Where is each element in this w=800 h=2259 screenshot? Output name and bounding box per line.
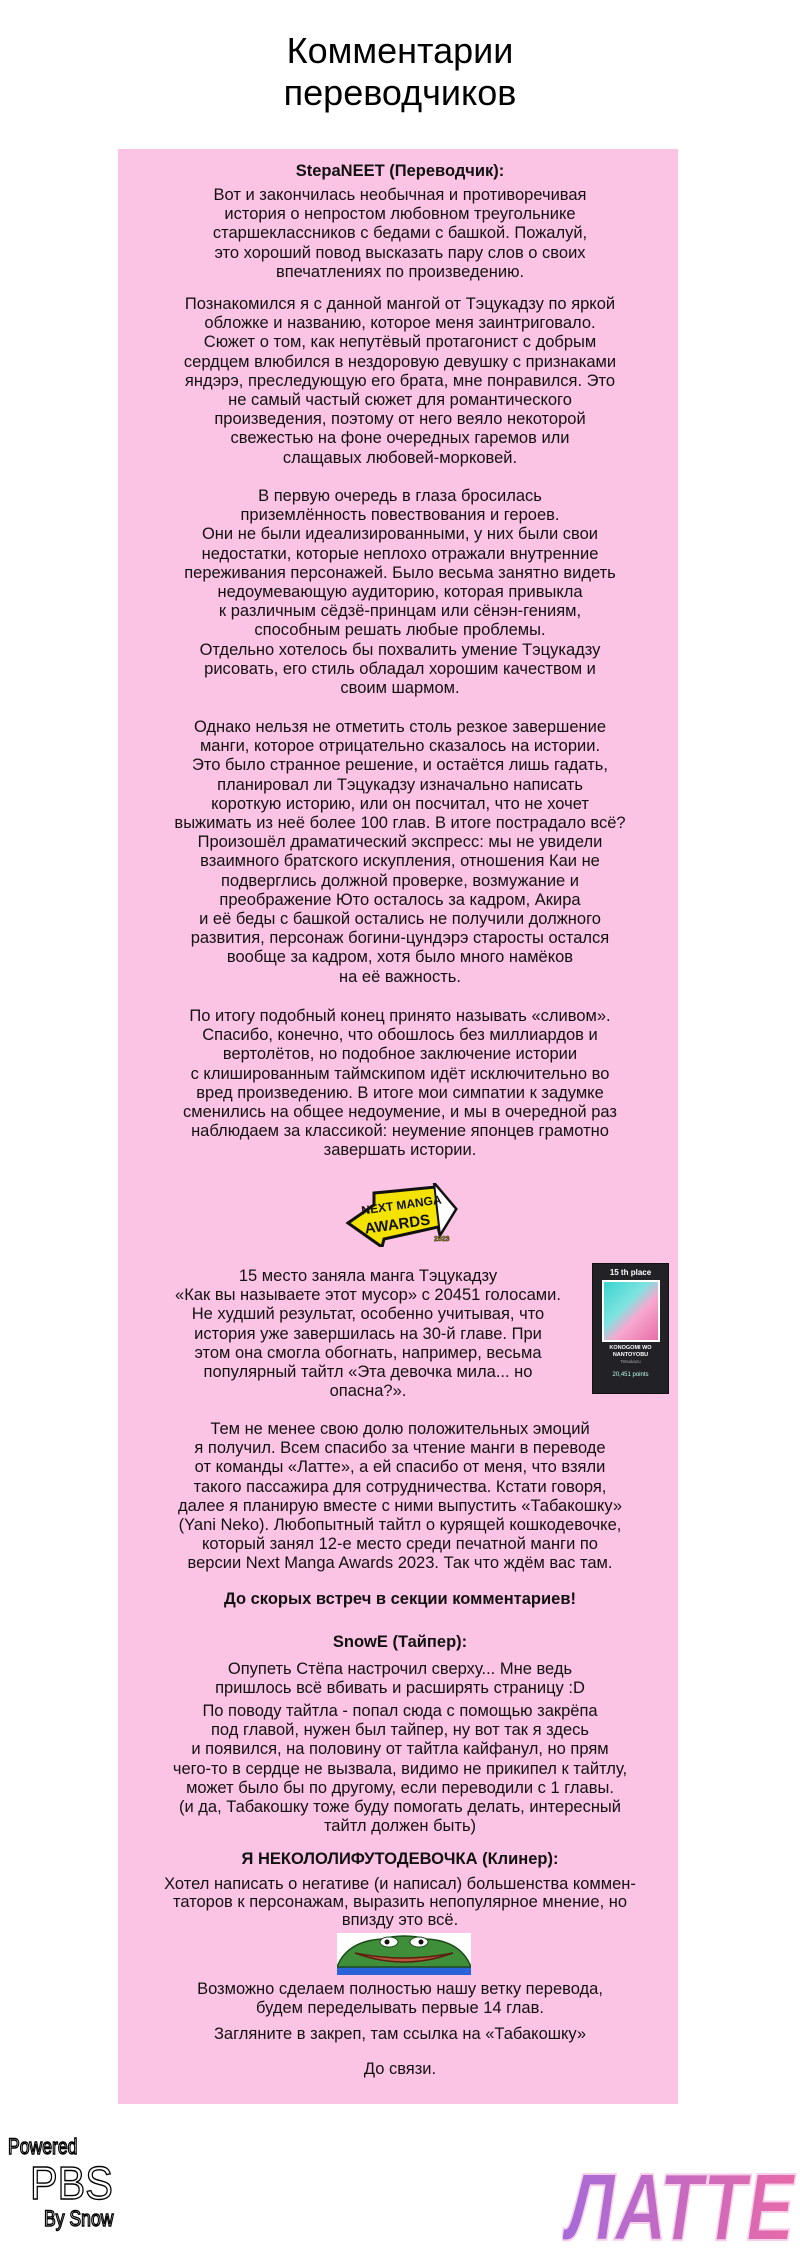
- text-line: недостатки, которые неплохо отражали внутренние: [201, 544, 599, 563]
- text-line: и появился, на половину от тайтла кайфанул, но прям: [191, 1740, 609, 1759]
- text-line: вообще за кадром, хотя было много намёков: [226, 948, 574, 967]
- text-line: впечатлениях по произведению.: [275, 262, 525, 281]
- text-line: от команды «Латте», а ей спасибо от меня, что взяли: [194, 1458, 606, 1477]
- page-title: [0, 30, 800, 114]
- text-line: под главой, нужен был тайпер, ну вот так я здесь: [211, 1721, 589, 1740]
- text-line: Возможно сделаем полностью нашу ветку перевода,: [197, 1980, 603, 1998]
- stepa-closing: До скорых встреч в секции комментариев!: [224, 1590, 576, 1608]
- text-line: Это было странное решение, и остаётся лишь гадать,: [191, 756, 608, 775]
- card-title-line-2: NANTOYOBU: [612, 1352, 649, 1358]
- text-line: Вот и закончилась необычная и противоречивая: [213, 186, 587, 204]
- text-line: В первую очередь в глаза бросилась: [258, 487, 542, 505]
- text-line: манги, которое отрицательно сказалось на истории.: [199, 737, 601, 756]
- text-line: яндэрэ, преследующую его брата, мне понравился. Это: [184, 371, 616, 390]
- text-line: и её беды с башкой остались не получили должного: [199, 910, 601, 929]
- text-line: Хотел написать о негативе (и написал) большенства коммен-: [164, 1875, 636, 1893]
- award-ranking-card: [592, 1263, 669, 1394]
- text-line: версии Next Manga Awards 2023. Так что ждём вас там.: [187, 1554, 613, 1573]
- cleaner-paragraph-1: [140, 1875, 660, 1929]
- text-line: Отдельно хотелось бы похвалить умение Тэцукадзу: [199, 640, 601, 659]
- text-line: этом она смогла обогнать, например, весьма: [194, 1343, 542, 1362]
- text-line: сердцем влюбился в нездоровую девушку с признаками: [183, 352, 617, 371]
- text-line: вред произведению. В итоге мои симпатии к задумке: [196, 1083, 604, 1102]
- text-line: наблюдаем за классикой: неумение японцев грамотно: [191, 1122, 609, 1141]
- next-manga-awards-logo: [344, 1183, 458, 1247]
- text-line: способным решать любые проблемы.: [254, 621, 546, 640]
- text-line: Познакомился я с данной мангой от Тэцукадзу по яркой: [184, 295, 616, 313]
- svg-text:NEXT MANGA: NEXT MANGA: [360, 1192, 443, 1218]
- cleaner-farewell: До связи.: [363, 2060, 437, 2078]
- text-line: приземлённость повествования и героев.: [240, 506, 560, 525]
- text-line: Тем не менее свою долю положительных эмоций: [210, 1420, 590, 1438]
- text-line: популярный тайтл «Эта девочка мила... но: [203, 1363, 533, 1382]
- pbs-bysnow-text: By Snow: [44, 2206, 114, 2231]
- cleaner-paragraph-2: [140, 1980, 660, 2018]
- text-line: выжимать из неё более 100 глав. В итоге пострадало всё?: [174, 814, 626, 833]
- text-line: переживания персонажей. Было весьма занятно видеть: [184, 563, 616, 582]
- text-line: пришлось всё вбивать и расширять страницу :D: [215, 1679, 585, 1698]
- text-line: Не худший результат, особенно учитывая, что: [191, 1305, 545, 1324]
- stepa-paragraph-1: [140, 186, 660, 282]
- text-line: это хороший повод высказать пару слов о своих: [214, 243, 586, 262]
- text-line: свежестью на фоне очередных гаремов или: [230, 429, 570, 448]
- text-line: Однако нельзя не отметить столь резкое завершение: [193, 718, 607, 736]
- stepa-paragraph-5: [140, 1007, 660, 1161]
- text-line: развития, персонаж богини-цундэрэ старосты остался: [190, 929, 610, 948]
- text-line: таторов к персонажам, выразить непопулярное мнение, но: [172, 1893, 628, 1911]
- text-line: не самый частый сюжет для романтического: [228, 391, 572, 410]
- text-line: вертолётов, но подобное заключение истории: [222, 1045, 578, 1064]
- text-line: история уже завершилась на 30-й главе. При: [194, 1324, 542, 1343]
- text-line: сменились на общее недоумение, и мы в очередной раз: [183, 1103, 617, 1122]
- text-line: который занял 12-е место среди печатной манги по: [202, 1535, 598, 1554]
- stepa-paragraph-6: [146, 1267, 590, 1401]
- text-line: может было бы по другому, если переводили с 1 главы.: [186, 1778, 614, 1797]
- text-line: будем переделывать первые 14 глав.: [256, 1999, 544, 2018]
- text-line: к различным сёдзё-принцам или сёнэн-гениям,: [218, 602, 582, 621]
- manga-cover-image: [602, 1280, 660, 1342]
- cleaner-paragraph-3: Загляните в закреп, там ссылка на «Табакошку»: [213, 2025, 587, 2043]
- text-line: короткую историю, или он посчитал, что не хочет: [211, 794, 589, 813]
- card-title-line-1: KONOGOMI WO: [609, 1345, 652, 1351]
- card-points: 20,451 points: [612, 1372, 649, 1378]
- stepa-paragraph-4: [140, 718, 660, 987]
- latte-team-logo: [562, 2152, 798, 2246]
- text-line: рисовать, его стиль обладал хорошим качеством и: [204, 659, 596, 678]
- text-line: завершать истории.: [323, 1141, 477, 1160]
- stepa-paragraph-2: [140, 295, 660, 468]
- text-line: произведения, поэтому от него веяло некоторой: [214, 410, 586, 429]
- text-line: впизду это всё.: [341, 1911, 459, 1929]
- snow-paragraph-2: [140, 1702, 660, 1836]
- text-line: преображение Юто осталось за кадром, Акира: [219, 890, 581, 909]
- text-line: взаимного братского искупления, отношения Каи не: [200, 852, 600, 871]
- text-line: Произошёл драматический экспресс: мы не увидели: [197, 833, 603, 852]
- text-line: По итогу подобный конец принято называть «сливом».: [189, 1007, 611, 1025]
- text-line: Опупеть Стёпа настрочил сверху... Мне ведь: [227, 1660, 573, 1678]
- text-line: тайтл должен быть): [323, 1817, 477, 1836]
- text-line: на её важность.: [339, 967, 461, 986]
- card-author: Tetsukazu: [620, 1359, 641, 1364]
- title-line-1: Комментарии: [286, 30, 514, 71]
- snow-paragraph-1: [140, 1660, 660, 1698]
- text-line: «Как вы называете этот мусор» с 20451 голосами.: [175, 1286, 561, 1305]
- text-line: с клишированным таймскипом идёт исключительно во: [190, 1064, 610, 1083]
- text-line: своим шармом.: [340, 679, 460, 698]
- text-line: опасна?».: [329, 1382, 407, 1401]
- text-line: я получил. Всем спасибо за чтение манги в переводе: [194, 1439, 606, 1458]
- author-snowe: SnowE (Тайпер):: [332, 1633, 468, 1651]
- text-line: такого пассажира для сотрудничества. Кстати говоря,: [193, 1477, 607, 1496]
- title-line-2: переводчиков: [283, 72, 517, 113]
- text-line: (и да, Табакошку тоже буду помогать делать, интересный: [178, 1798, 622, 1817]
- author-stepaneet: StepaNEET (Переводчик):: [295, 162, 505, 180]
- text-line: Сюжет о том, как непутёвый протагонист с добрым: [203, 333, 597, 352]
- text-line: чего-то в сердце не вызвала, видимо не прикипел к тайтлу,: [172, 1759, 628, 1778]
- text-line: планировал ли Тэцукадзу изначально написать: [217, 775, 583, 794]
- pepe-frog-emoji: [337, 1933, 471, 1975]
- text-line: 15 место заняла манга Тэцукадзу: [238, 1267, 498, 1285]
- stepa-paragraph-3: [140, 487, 660, 698]
- text-line: далее я планирую вместе с ними выпустить «Табакошку»: [177, 1496, 623, 1515]
- author-cleaner: Я НЕКОЛОЛИФУТОДЕВОЧКА (Клинер):: [241, 1850, 559, 1868]
- pbs-powered-text: Powered: [8, 2134, 78, 2159]
- pbs-main-text: PBS: [30, 2157, 113, 2209]
- svg-text:AWARDS: AWARDS: [363, 1211, 432, 1238]
- powered-by-pbs-logo: [8, 2136, 148, 2232]
- text-line: Они не были идеализированными, у них были свои: [201, 525, 599, 544]
- card-place: 15 th place: [609, 1268, 652, 1277]
- stepa-paragraph-7: [140, 1420, 660, 1574]
- svg-text:2023: 2023: [434, 1236, 450, 1243]
- text-line: обложке и названию, которое меня заинтриговало.: [204, 314, 596, 333]
- text-line: По поводу тайтла - попал сюда с помощью закрёпа: [202, 1702, 598, 1720]
- text-line: Спасибо, конечно, что обошлось без миллиардов и: [202, 1026, 598, 1045]
- text-line: недоумевающую аудиторию, которая привыкла: [217, 583, 583, 602]
- text-line: старшеклассников с бедами с башкой. Пожалуй,: [212, 224, 588, 243]
- text-line: история о непростом любовном треугольнике: [224, 205, 576, 224]
- text-line: (Yani Neko). Любопытный тайтл о курящей кошкодевочке,: [178, 1516, 622, 1535]
- text-line: подверглись должной проверке, возмужание и: [220, 871, 580, 890]
- latte-logo-text: ЛАТТЕ: [562, 2154, 797, 2246]
- text-line: слащавых любовей-морковей.: [282, 448, 518, 467]
